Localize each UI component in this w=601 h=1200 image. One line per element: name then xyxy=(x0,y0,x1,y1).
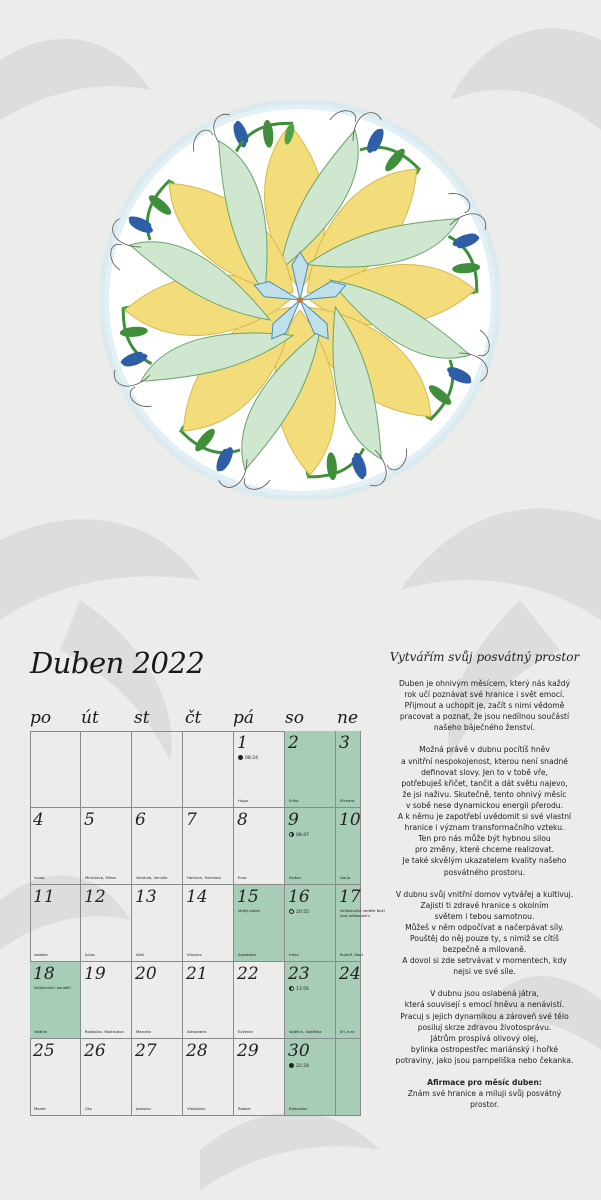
moon-phase-icon xyxy=(289,909,294,914)
name-day: Irena xyxy=(289,952,299,958)
text-line: Přijmout a uchopit je, začít s nimi vědomě xyxy=(404,701,565,711)
calendar-day-cell xyxy=(81,885,132,962)
text-paragraph xyxy=(387,889,582,978)
name-day: Rostislav, Rostislava xyxy=(85,1029,124,1035)
name-day: Blahoslav xyxy=(289,1106,308,1112)
weekday-header-row xyxy=(30,708,360,732)
calendar-day-cell xyxy=(81,1039,132,1116)
day-number: 3 xyxy=(339,733,350,753)
day-number: 16 xyxy=(288,887,310,907)
name-day: Dušan xyxy=(289,875,302,881)
text-line: A dovol si zde setrvávat v momentech, kdy xyxy=(402,956,567,966)
calendar-day-cell xyxy=(30,731,81,808)
day-number: 25 xyxy=(33,1041,55,1061)
text-line: našeho báječného ženství. xyxy=(433,723,536,733)
calendar-day-cell xyxy=(234,808,285,885)
day-number: 9 xyxy=(288,810,299,830)
calendar-day-cell xyxy=(132,808,183,885)
day-number: 24 xyxy=(339,964,361,984)
text-paragraph xyxy=(387,988,582,1066)
weekday-label: pá xyxy=(233,708,255,728)
day-number: 17 xyxy=(339,887,361,907)
calendar-grid xyxy=(30,731,385,1116)
day-number: 22 xyxy=(237,964,259,984)
text-paragraph xyxy=(387,678,582,733)
text-line: posiluj skrze zdravou životosprávu. xyxy=(417,1022,552,1032)
name-day: Vlastislav xyxy=(187,1106,206,1112)
day-number: 12 xyxy=(84,887,106,907)
text-line: pro změny, které chceme realizovat. xyxy=(414,845,555,855)
name-day: Heřman, Hermína xyxy=(187,875,221,881)
calendar-day-cell xyxy=(234,885,285,962)
text-line: bezpečně a milovaně. xyxy=(442,945,527,955)
name-day: Ema xyxy=(238,875,247,881)
text-paragraph xyxy=(387,744,582,877)
calendar-day-cell xyxy=(336,962,361,1039)
name-day: Jaroslav xyxy=(136,1106,151,1112)
holiday-label: Velikonoční pondělí xyxy=(34,985,71,990)
moon-phase-icon xyxy=(289,1063,294,1068)
day-number: 10 xyxy=(339,810,361,830)
moon-phase-time: 20:55 xyxy=(296,910,309,915)
text-line: pracovat a poznat, že jsou nedílnou součástí xyxy=(399,712,570,722)
day-number: 11 xyxy=(33,887,55,907)
text-line: Ten pro nás může být hybnou silou xyxy=(418,834,551,844)
day-number: 7 xyxy=(186,810,197,830)
calendar-day-cell xyxy=(183,1039,234,1116)
day-number: 28 xyxy=(186,1041,208,1061)
name-day: Anastázie xyxy=(238,952,257,958)
moon-phase xyxy=(289,909,309,915)
day-number: 5 xyxy=(84,810,95,830)
text-line: rok učí poznávat své hranice i svět emocí. xyxy=(404,690,565,700)
calendar-day-cell xyxy=(336,808,361,885)
name-day: Ivana xyxy=(34,875,45,881)
moon-phase-time: 13:56 xyxy=(296,987,309,992)
calendar-day-cell xyxy=(81,808,132,885)
moon-phase xyxy=(289,1063,309,1069)
calendar-day-cell xyxy=(336,885,385,962)
day-number: 30 xyxy=(288,1041,310,1061)
calendar-day-cell xyxy=(234,1039,285,1116)
text-line: potřebuješ křičet, tančit a dát světu najevo, xyxy=(401,778,568,788)
day-number: 2 xyxy=(288,733,299,753)
name-day: Valérie xyxy=(34,1029,47,1035)
text-line: která souvisejí s emocí hněvu a nenávistí. xyxy=(404,1000,565,1010)
moon-phase-icon xyxy=(289,986,294,991)
name-day: Izabela xyxy=(34,952,48,958)
moon-phase xyxy=(289,832,309,838)
calendar-day-cell xyxy=(285,808,336,885)
calendar-day-cell xyxy=(285,1039,336,1116)
text-line: Pracuj s jejich dynamikou a zároveň své tělo xyxy=(400,1011,569,1021)
moon-phase xyxy=(289,986,309,992)
calendar-day-cell xyxy=(132,731,183,808)
text-line: definovat slovy. Jen to v tobě vře, xyxy=(421,767,548,777)
day-number: 26 xyxy=(84,1041,106,1061)
name-day: Marcela xyxy=(136,1029,151,1035)
calendar-day-cell xyxy=(183,808,234,885)
text-line: V dubnu jsou oslabená játra, xyxy=(430,989,539,999)
calendar-day-cell xyxy=(285,731,336,808)
name-day: Oto xyxy=(85,1106,92,1112)
holiday-label: Velký pátek xyxy=(238,908,260,913)
text-line: hranice i význam transformačního vzteku. xyxy=(404,823,565,833)
text-line: Pouštěj do něj pouze ty, s nimiž se cítíš xyxy=(409,933,559,943)
calendar-day-cell xyxy=(132,1039,183,1116)
name-day: Aleš xyxy=(136,952,144,958)
name-day: Erika xyxy=(289,798,299,804)
name-day: Julius xyxy=(85,952,96,958)
day-number: 23 xyxy=(288,964,310,984)
day-number: 8 xyxy=(237,810,248,830)
calendar-day-cell xyxy=(234,731,285,808)
day-number: 27 xyxy=(135,1041,157,1061)
day-number: 29 xyxy=(237,1041,259,1061)
calendar-day-cell xyxy=(30,885,81,962)
affirmation-line: Znám své hranice a miluji svůj posvátný xyxy=(407,1089,562,1099)
day-number: 20 xyxy=(135,964,157,984)
calendar-day-cell xyxy=(30,808,81,885)
name-day: Miroslava, Mirka xyxy=(85,875,116,881)
calendar-day-cell xyxy=(285,885,336,962)
weekday-label: ne xyxy=(337,708,359,728)
month-title: Duben 2022 xyxy=(30,646,205,680)
calendar-day-cell xyxy=(132,962,183,1039)
text-line: Zajisti ti zdravé hranice s okolním xyxy=(420,900,549,910)
text-line: Je také skvělým ukazatelem kvality našeho xyxy=(402,856,567,866)
name-day: Rudolf, Raul xyxy=(340,952,363,958)
name-day: Marek xyxy=(34,1106,46,1112)
text-line: v sobě nese dynamickou energii přerodu. xyxy=(405,800,564,810)
calendar-day-cell xyxy=(81,962,132,1039)
name-day: Darja xyxy=(340,875,351,881)
calendar-day-cell xyxy=(183,885,234,962)
text-line: Můžeš v něm odpočívat a načerpávat síly. xyxy=(405,922,564,932)
weekday-label: po xyxy=(30,708,52,728)
text-line: Játrům prospívá olivový olej, xyxy=(430,1033,539,1043)
name-day: Vincenc xyxy=(187,952,202,958)
calendar-day-cell xyxy=(336,1039,361,1116)
day-number: 15 xyxy=(237,887,259,907)
name-day: Hugo xyxy=(238,798,248,804)
affirmation-line: prostor. xyxy=(470,1100,499,1110)
calendar-day-cell xyxy=(285,962,336,1039)
name-day: Jiří, Jura xyxy=(340,1029,355,1035)
calendar-day-cell xyxy=(30,962,81,1039)
day-number: 1 xyxy=(237,733,248,753)
calendar-day-cell xyxy=(336,731,361,808)
weekday-label: čt xyxy=(185,708,202,728)
text-line: Možná právě v dubnu pocítíš hněv xyxy=(419,745,550,755)
text-line: posvátného prostoru. xyxy=(443,867,526,877)
text-line: a vnitřní nespokojenost, kterou není snadné xyxy=(401,756,568,766)
holiday-label: Velikonoční neděle Boží hod velikonoční xyxy=(340,908,385,918)
text-line: A k němu je zapotřebí uvědomit si své vlastní xyxy=(397,812,572,822)
moon-phase-time: 08:24 xyxy=(245,756,258,761)
day-number: 14 xyxy=(186,887,208,907)
weekday-label: st xyxy=(134,708,150,728)
moon-phase xyxy=(238,755,258,761)
text-line: V dubnu svůj vnitřní domov vytvářej a kultivuj. xyxy=(395,889,574,899)
moon-phase-icon xyxy=(289,832,294,837)
affirmation-text xyxy=(387,1088,582,1110)
text-line: Duben je ohnivým měsícem, který nás každý xyxy=(398,679,571,688)
name-day: Vojtěch, Vojtěška xyxy=(289,1029,322,1035)
calendar-day-cell xyxy=(183,731,234,808)
moon-phase-icon xyxy=(238,755,243,760)
name-day: Robert xyxy=(238,1106,251,1112)
text-line: že jsi naživu. Skutečně, tento ohnivý měsíc xyxy=(402,789,567,799)
calendar-day-cell xyxy=(234,962,285,1039)
moon-phase-time: 22:28 xyxy=(296,1064,309,1069)
weekday-label: so xyxy=(285,708,304,728)
day-number: 6 xyxy=(135,810,146,830)
day-number: 19 xyxy=(84,964,106,984)
weekday-label: út xyxy=(81,708,99,728)
day-number: 18 xyxy=(33,964,55,984)
calendar-day-cell xyxy=(132,885,183,962)
text-line: světem i tebou samotnou. xyxy=(434,911,535,921)
calendar-day-cell xyxy=(183,962,234,1039)
name-day: Alexandra xyxy=(187,1029,207,1035)
calendar-day-cell xyxy=(30,1039,81,1116)
text-line: nejsi ve své síle. xyxy=(453,967,516,977)
day-number: 21 xyxy=(186,964,208,984)
day-number: 13 xyxy=(135,887,157,907)
panel-paragraphs xyxy=(387,678,582,1066)
text-line: potraviny, jako jsou pampeliška nebo čekanka. xyxy=(395,1055,574,1065)
name-day: Richard xyxy=(340,798,355,804)
moon-phase-time: 08:47 xyxy=(296,833,309,838)
mandala-illustration xyxy=(100,100,500,500)
calendar-day-cell xyxy=(81,731,132,808)
affirmation-heading: Afirmace pro měsíc duben: xyxy=(427,1078,542,1087)
panel-title: Vytvářím svůj posvátný prostor xyxy=(389,650,580,664)
name-day: Evženie xyxy=(238,1029,253,1035)
name-day: Vendula, Venuše xyxy=(136,875,168,881)
text-line: bylinka ostropestřec mariánský i hořké xyxy=(410,1044,559,1054)
text-panel xyxy=(387,650,582,1110)
day-number: 4 xyxy=(33,810,44,830)
